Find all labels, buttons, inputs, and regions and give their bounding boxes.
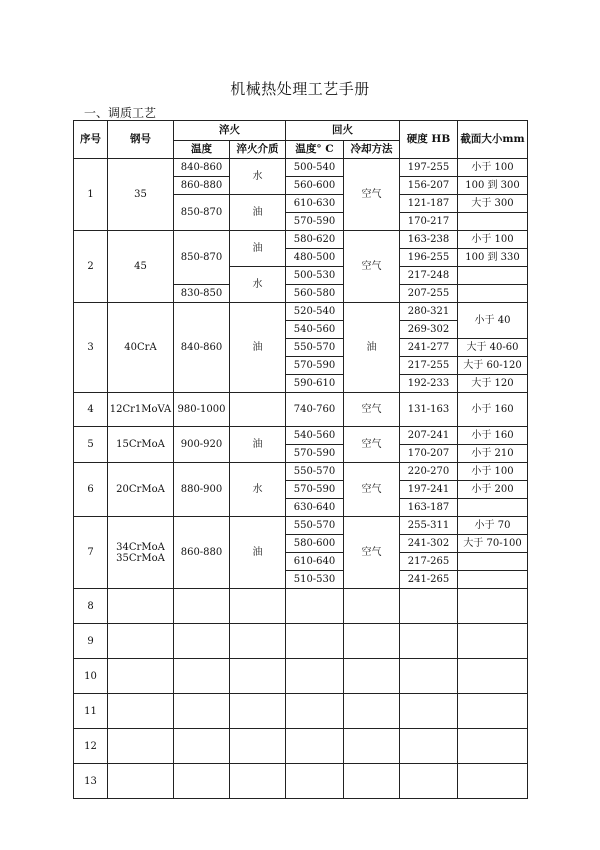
cell-cooling: 空气: [344, 517, 400, 589]
cell-temper-temp: 550-570: [286, 339, 344, 357]
cell-temper-temp: 590-610: [286, 375, 344, 393]
cell-temper-temp: 630-640: [286, 499, 344, 517]
cell-size: 小于 70: [458, 517, 528, 535]
cell-size: [458, 499, 528, 517]
header-quench-medium: 淬火介质: [230, 141, 286, 159]
table-row: [74, 517, 528, 535]
cell-no: 10: [74, 659, 108, 694]
cell-no: 9: [74, 624, 108, 659]
empty-row: [74, 729, 528, 764]
cell-size: 小于 160: [458, 427, 528, 445]
cell-hardness: 197-255: [400, 159, 458, 177]
cell-size: 小于 160: [458, 393, 528, 427]
cell-temper-temp: 610-640: [286, 553, 344, 571]
table-row: [74, 231, 528, 249]
table-row: [74, 427, 528, 445]
cell-hardness: 207-241: [400, 427, 458, 445]
cell-quench-temp: 840-860: [174, 303, 230, 393]
cell-steel: 20CrMoA: [108, 463, 174, 517]
cell-no: 6: [74, 463, 108, 517]
cell-quench-medium: 油: [230, 427, 286, 463]
cell-hardness: 255-311: [400, 517, 458, 535]
empty-row: [74, 659, 528, 694]
cell-steel: [108, 517, 174, 589]
cell-no: 4: [74, 393, 108, 427]
cell-hardness: 241-265: [400, 571, 458, 589]
cell-temper-temp: 560-600: [286, 177, 344, 195]
cell-size: [458, 267, 528, 285]
cell-quench-temp: 980-1000: [174, 393, 230, 427]
cell-hardness: 121-187: [400, 195, 458, 213]
cell-temper-temp: 550-570: [286, 463, 344, 481]
cell-steel: 40CrA: [108, 303, 174, 393]
cell-no: 3: [74, 303, 108, 393]
cell-quench-medium: 水: [230, 159, 286, 195]
cell-temper-temp: 500-530: [286, 267, 344, 285]
cell-hardness: 280-321: [400, 303, 458, 321]
cell-no: 5: [74, 427, 108, 463]
cell-size: 大于 70-100: [458, 535, 528, 553]
cell-size: 小于 200: [458, 481, 528, 499]
cell-quench-medium: 油: [230, 517, 286, 589]
cell-size: 大于 120: [458, 375, 528, 393]
cell-hardness: 192-233: [400, 375, 458, 393]
cell-cooling: 空气: [344, 231, 400, 303]
cell-hardness: 241-277: [400, 339, 458, 357]
cell-temper-temp: 570-590: [286, 445, 344, 463]
cell-steel: 15CrMoA: [108, 427, 174, 463]
header-steel: 钢号: [108, 121, 174, 159]
table-row: [74, 303, 528, 321]
cell-temper-temp: 560-580: [286, 285, 344, 303]
cell-quench-medium: 油: [230, 195, 286, 231]
empty-row: [74, 624, 528, 659]
cell-temper-temp: 550-570: [286, 517, 344, 535]
cell-quench-temp: 830-850: [174, 285, 230, 303]
cell-size: 100 到 330: [458, 249, 528, 267]
header-row-1: [74, 121, 528, 141]
cell-size: 小于 100: [458, 463, 528, 481]
cell-steel-line: 34CrMoA: [116, 541, 165, 553]
cell-quench-medium: 水: [230, 267, 286, 303]
cell-cooling: 空气: [344, 427, 400, 463]
header-section-size: 截面大小mm: [458, 121, 528, 159]
cell-size: 小于 100: [458, 231, 528, 249]
cell-hardness: 217-255: [400, 357, 458, 375]
cell-size: [458, 571, 528, 589]
cell-quench-medium: 水: [230, 463, 286, 517]
cell-cooling: 空气: [344, 463, 400, 517]
cell-temper-temp: 480-500: [286, 249, 344, 267]
cell-no: 8: [74, 589, 108, 624]
cell-size: [458, 553, 528, 571]
cell-quench-temp: 880-900: [174, 463, 230, 517]
cell-no: 11: [74, 694, 108, 729]
cell-hardness: 170-217: [400, 213, 458, 231]
cell-size: 大于 60-120: [458, 357, 528, 375]
cell-steel: 45: [108, 231, 174, 303]
cell-size: 大于 300: [458, 195, 528, 213]
empty-row: [74, 764, 528, 799]
cell-size: 小于 100: [458, 159, 528, 177]
header-cooling: 冷却方法: [344, 141, 400, 159]
cell-temper-temp: 510-530: [286, 571, 344, 589]
cell-no: 12: [74, 729, 108, 764]
header-temper-temp: 温度° C: [286, 141, 344, 159]
cell-hardness: 220-270: [400, 463, 458, 481]
cell-cooling: 油: [344, 303, 400, 393]
cell-size: [458, 285, 528, 303]
table-row: [74, 393, 528, 427]
cell-hardness: 217-248: [400, 267, 458, 285]
empty-row: [74, 589, 528, 624]
cell-quench-medium: 油: [230, 303, 286, 393]
cell-hardness: 269-302: [400, 321, 458, 339]
cell-temper-temp: 580-620: [286, 231, 344, 249]
cell-quench-temp: 900-920: [174, 427, 230, 463]
cell-hardness: 217-265: [400, 553, 458, 571]
cell-temper-temp: 570-590: [286, 357, 344, 375]
header-quench-temp: 温度: [174, 141, 230, 159]
cell-quench-temp: 850-870: [174, 231, 230, 285]
cell-hardness: 156-207: [400, 177, 458, 195]
cell-cooling: 空气: [344, 159, 400, 231]
cell-temper-temp: 520-540: [286, 303, 344, 321]
cell-no: 13: [74, 764, 108, 799]
cell-no: 1: [74, 159, 108, 231]
header-temper: 回火: [286, 121, 400, 141]
cell-quench-medium: 油: [230, 231, 286, 267]
cell-temper-temp: 570-590: [286, 481, 344, 499]
cell-quench-temp: 860-880: [174, 177, 230, 195]
cell-steel: 35: [108, 159, 174, 231]
cell-temper-temp: 540-560: [286, 427, 344, 445]
cell-quench-medium: [230, 393, 286, 427]
cell-no: 7: [74, 517, 108, 589]
cell-temper-temp: 610-630: [286, 195, 344, 213]
table-row: [74, 463, 528, 481]
cell-temper-temp: 570-590: [286, 213, 344, 231]
cell-temper-temp: 500-540: [286, 159, 344, 177]
header-quench: 淬火: [174, 121, 286, 141]
header-no: 序号: [74, 121, 108, 159]
table-row: [74, 159, 528, 177]
cell-no: 2: [74, 231, 108, 303]
cell-size: [458, 213, 528, 231]
cell-cooling: 空气: [344, 393, 400, 427]
cell-quench-temp: 850-870: [174, 195, 230, 231]
header-hardness: 硬度 HB: [400, 121, 458, 159]
cell-hardness: 163-187: [400, 499, 458, 517]
cell-quench-temp: 860-880: [174, 517, 230, 589]
cell-size: 小于 40: [458, 303, 528, 339]
page-title: 机械热处理工艺手册: [230, 80, 370, 98]
cell-hardness: 170-207: [400, 445, 458, 463]
cell-hardness: 163-238: [400, 231, 458, 249]
cell-quench-temp: 840-860: [174, 159, 230, 177]
cell-size: 100 到 300: [458, 177, 528, 195]
cell-hardness: 131-163: [400, 393, 458, 427]
cell-hardness: 207-255: [400, 285, 458, 303]
cell-hardness: 241-302: [400, 535, 458, 553]
cell-steel-line: 35CrMoA: [116, 552, 165, 564]
cell-hardness: 196-255: [400, 249, 458, 267]
cell-size: 大于 40-60: [458, 339, 528, 357]
cell-temper-temp: 740-760: [286, 393, 344, 427]
cell-temper-temp: 580-600: [286, 535, 344, 553]
cell-size: 小于 210: [458, 445, 528, 463]
section-heading: 一、调质工艺: [84, 106, 157, 120]
empty-row: [74, 694, 528, 729]
cell-temper-temp: 540-560: [286, 321, 344, 339]
cell-hardness: 197-241: [400, 481, 458, 499]
cell-steel: 12Cr1MoVA: [108, 393, 174, 427]
heat-treatment-table: [73, 120, 528, 799]
